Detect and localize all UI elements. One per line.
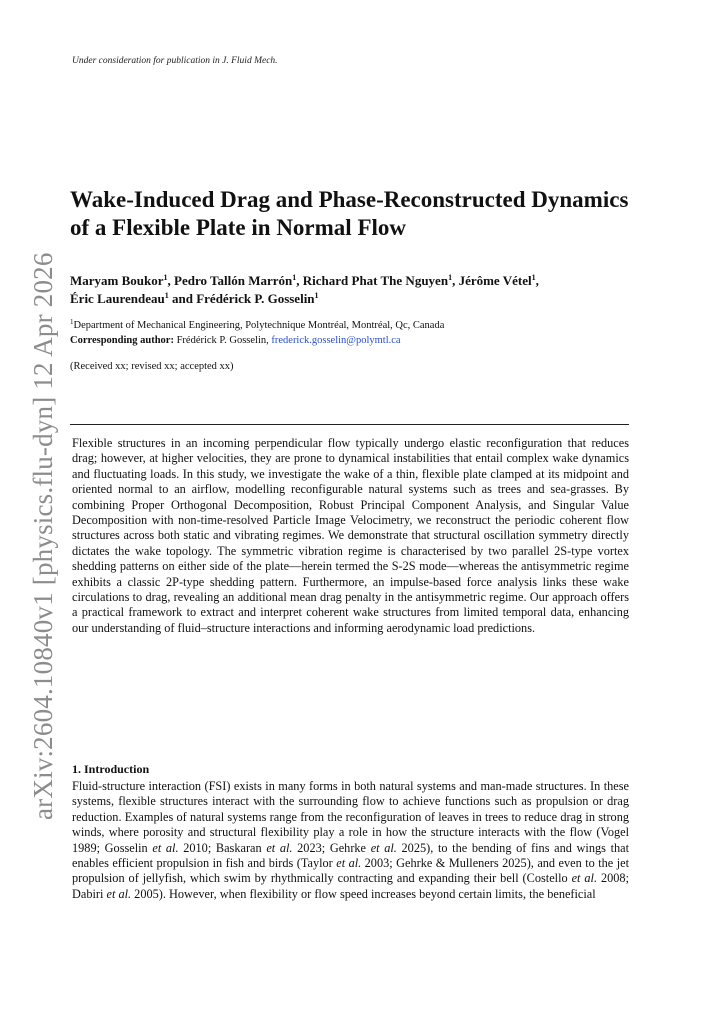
intro-italic: et al. <box>106 886 132 901</box>
received-dates: (Received xx; revised xx; accepted xx) <box>70 361 234 372</box>
affiliation-number: 1 <box>70 318 74 326</box>
corresponding-email-link[interactable]: frederick.gosselin@polymtl.ca <box>271 335 401 346</box>
author-affiliation-mark: 1 <box>292 273 297 282</box>
affiliation-line <box>70 318 635 333</box>
author-separator: and <box>168 291 197 306</box>
intro-italic: et al. <box>336 856 362 871</box>
intro-text: 2025), to the bending of fins and wings that enables efficient propulsion in fish and birds (Taylor <box>72 840 630 871</box>
author: Frédérick P. Gosselin <box>196 291 315 306</box>
arxiv-identifier-stamp: arXiv:2604.10840v1 [physics.flu-dyn] 12 Apr 2026 <box>28 252 58 820</box>
intro-text: 2005). However, when flexibility or flow speed increases beyond certain limits, the beneficial <box>131 886 596 901</box>
corresponding-author-line <box>70 333 635 348</box>
intro-text: 2008; Dabiri <box>72 871 629 901</box>
author-separator: , <box>452 273 459 288</box>
intro-italic: et al. <box>266 840 293 855</box>
introduction-paragraph <box>72 779 629 902</box>
intro-italic: et al. <box>370 840 397 855</box>
intro-text: 2003; Gehrke & Mulleners 2025), and even to the jet propulsion of jellyfish, which swim by rhythmically contracting and expanding their bell (Costello <box>72 856 629 886</box>
author: Éric Laurendeau <box>70 291 165 306</box>
abstract: Flexible structures in an incoming perpendicular flow typically undergo elastic reconfiguration that reduces drag; however, at higher velocities, they are prone to dynamical instabilities that entail complex wake dynamics and fluctuating loads. In this study, we investigate the wake of a thin, flexible plate clamped at its midpoint and oriented normal to an airflow, modelling reconfigurable natural systems such as trees and sea-grasses. By combining Proper Orthogonal Decomposition, Robust Principal Component Analysis, and Singular Value Decomposition with non-time-resolved Particle Image Velocimetry, we reconstruct the periodic coherent flow structures across both static and vibrating regimes. We demonstrate that structural oscillation symmetry directly dictates the wake topology. The symmetric vibration regime is characterised by two parallel 2S-type vortex shedding patterns on either side of the plate—herein termed the S-2S mode—whereas the antisymmetric regime exhibits a classic 2P-type shedding pattern. Furthermore, an impulse-based force analysis links these wake circulations to drag, revealing an additional mean drag penalty in the antisymmetric regime. Our approach offers a practical framework to extract and interpret coherent wake structures from limited temporal data, enhancing our understanding of fluid–structure interactions and informing aerodynamic load predictions. <box>72 436 629 635</box>
affiliation-block <box>70 318 635 348</box>
author-list <box>70 272 635 308</box>
affiliation-text: Department of Mechanical Engineering, Polytechnique Montréal, Montréal, Qc, Canada <box>73 320 445 331</box>
author: Richard Phat The Nguyen <box>302 273 449 288</box>
author-affiliation-mark: 1 <box>163 273 168 282</box>
author-affiliation-mark: 1 <box>164 291 169 300</box>
intro-italic: et al. <box>571 871 598 886</box>
paper-title: Wake-Induced Drag and Phase-Reconstructed Dynamics of a Flexible Plate in Normal Flow <box>70 187 629 240</box>
author: Jérôme Vétel <box>458 273 532 288</box>
corresponding-author-label: Corresponding author: <box>70 335 174 346</box>
intro-italic: et al. <box>152 840 179 855</box>
intro-text: 2010; Baskaran <box>178 840 267 855</box>
author: Maryam Boukor <box>70 273 164 288</box>
author-separator: , <box>167 273 175 288</box>
section-heading: 1. Introduction <box>72 762 150 776</box>
corresponding-author-name: Frédérick P. Gosselin, <box>176 335 269 346</box>
author-affiliation-mark: 1 <box>531 273 536 282</box>
intro-text: Fluid-structure interaction (FSI) exists in many forms in both natural systems and man-made structures. In these systems, flexible structures interact with the surrounding flow to achieve functions such as propulsion or drag reduction. Examples of natural systems range from the reconfiguration of leaves in trees to reduce drag in strong winds, where porosity and structural flexibility play a role in how the structure interacts with the flow (Vogel 1989; Gosselin <box>72 779 629 855</box>
author-separator: , <box>296 273 303 288</box>
horizontal-rule <box>70 424 629 425</box>
author: Pedro Tallón Marrón <box>174 273 293 288</box>
author-separator: , <box>535 273 539 288</box>
journal-header-note: Under consideration for publication in J. Fluid Mech. <box>72 56 278 66</box>
author-affiliation-mark: 1 <box>448 273 453 282</box>
intro-text: 2023; Gehrke <box>292 840 371 855</box>
author-affiliation-mark: 1 <box>314 291 319 300</box>
